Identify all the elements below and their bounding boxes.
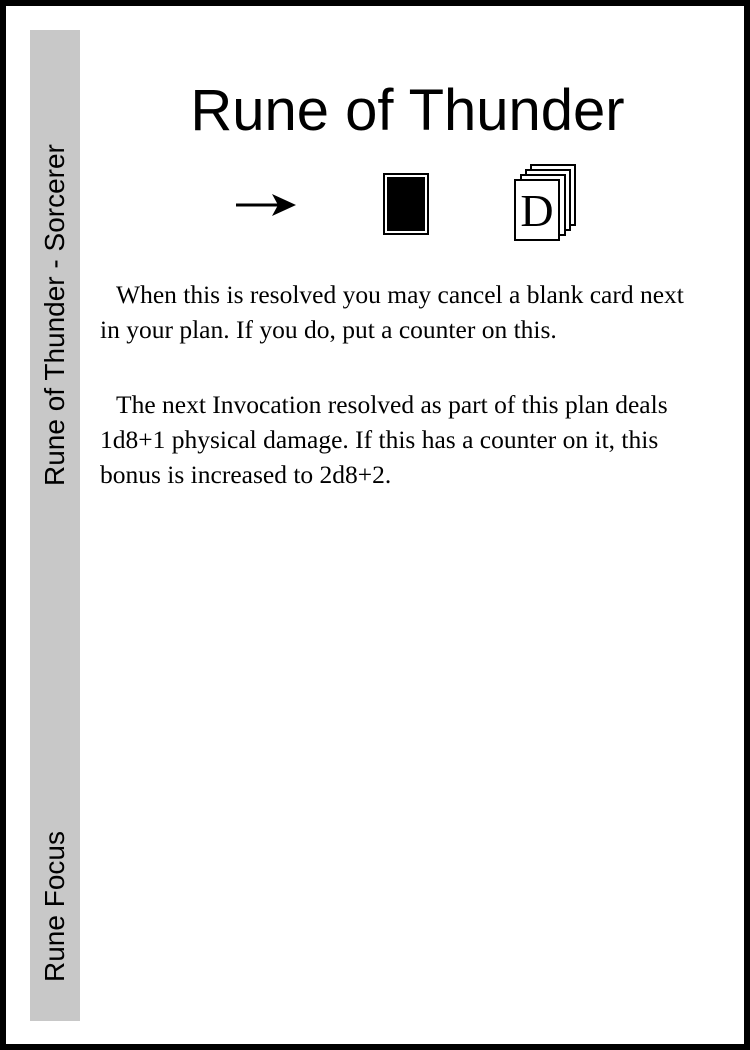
- card-title: Rune of Thunder: [190, 78, 625, 143]
- side-label-bottom: Rune Focus: [39, 831, 70, 982]
- arrow-right-icon: [234, 190, 298, 220]
- draw-deck-icon: [513, 163, 577, 243]
- card-back-icon: [383, 173, 429, 235]
- deck-letter: D: [520, 185, 554, 236]
- rules-paragraph: When this is resolved you may cancel a blank card next in your plan. If you do, put a counter on this.: [100, 280, 684, 344]
- rules-text: [100, 277, 710, 532]
- rules-paragraph: The next Invocation resolved as part of this plan deals 1d8+1 physical damage. If this has a counter on it, this bonus is increased to 2d8+2.: [100, 390, 668, 489]
- side-label-top: Rune of Thunder - Sorcerer: [39, 144, 70, 486]
